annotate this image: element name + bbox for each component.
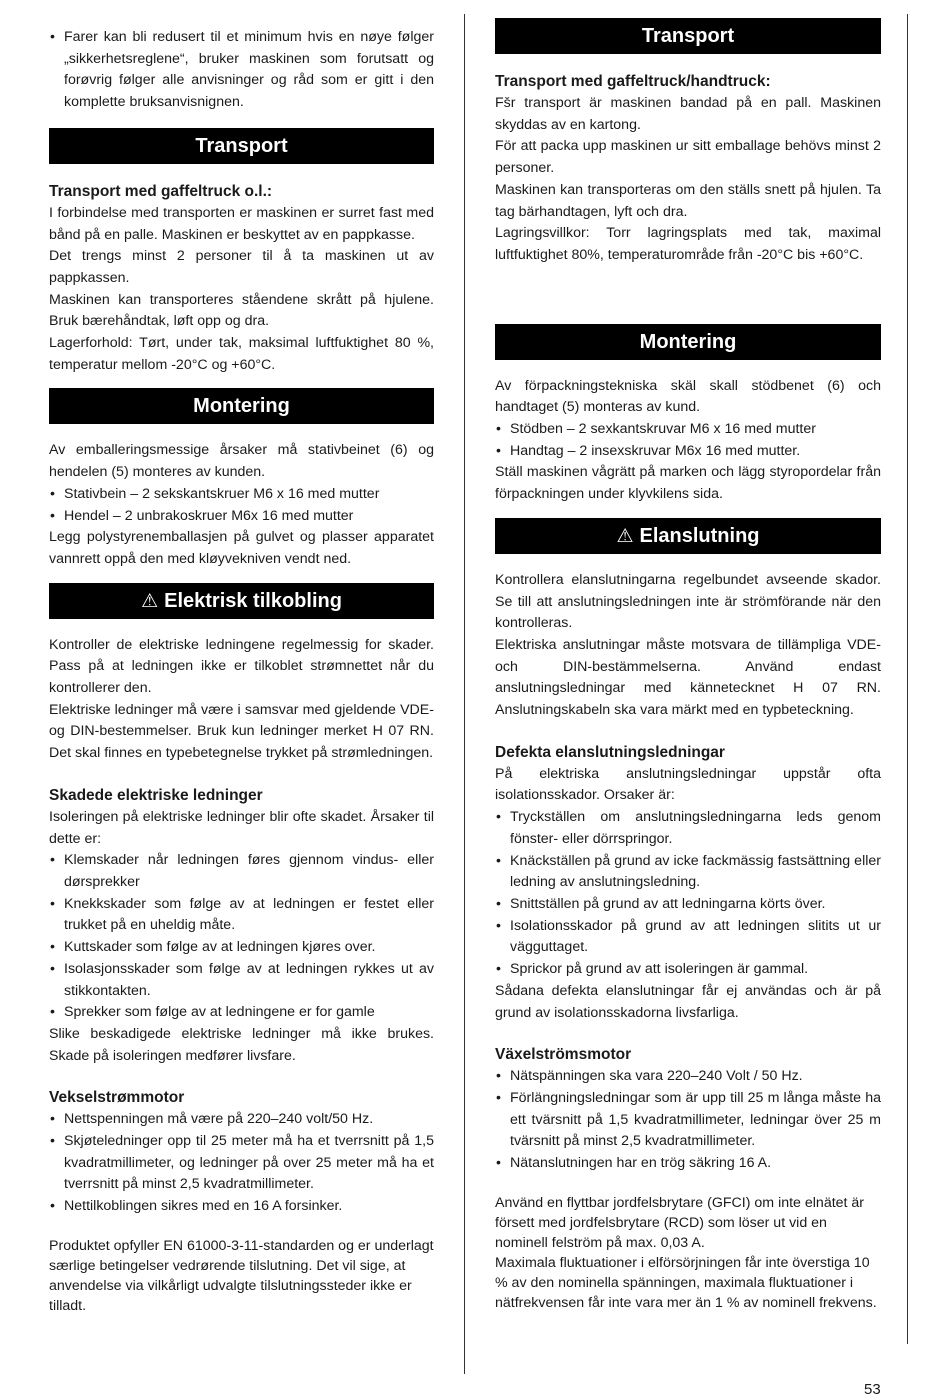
paragraph: Elektriska anslutningar måste motsvara de tillämpliga VDE- och DIN-bestämmelserna. Använd endast anslutningsledningar med kännetecknet H 07 RN. Anslutningskabeln ska vara märkt med en typbeteckning. [495,636,881,719]
list-item: • Stödben – 2 sexkantskruvar M6 x 16 med mutter [495,419,881,441]
section-heading-label: Elektrisk tilkobling [164,589,342,612]
paragraph: Sådana defekta elanslutningar får ej användas och är på grund av isolationsskadorna livsfarliga. [495,982,881,1021]
paragraph: Kontroller de elektriske ledningene regelmessig for skader. Pass på at ledningen ikke er tilkoblet strømnettet når du kontrollerer den. [49,636,434,697]
list-item: • Nätanslutningen har en trög säkring 16 A. [495,1153,881,1175]
subheading-motor: Vekselstrømmotor [49,1089,185,1107]
section-heading-transport: Transport [495,18,881,54]
paragraph: Lagerforhold: Tørt, under tak, maksimal luftfuktighet 80 %, temperatur mellom -20°C og +60°C. [49,335,434,373]
page-edge-rule [907,14,908,1344]
list-item: • Klemskader når ledningen føres gjennom vindus- eller dørsprekker [49,850,434,893]
list-item: • Tryckställen om anslutningsledningarna leds genom fönster- eller dörrspringor. [495,807,881,850]
warning-icon: ⚠ [141,590,159,612]
paragraph: Av emballeringsmessige årsaker må stativbeinet (6) og hendelen (5) monteres av kunden. [49,442,434,481]
left-column [49,18,434,1316]
list-item: • Knekkskader som følge av at ledningen er festet eller trukket på en uheldig måte. [49,894,434,937]
paragraph: I forbindelse med transporten er maskinen er surret fast med bånd på en palle. Maskinen er beskyttet av en pappkasse. [49,204,434,243]
list-item: • Förlängningsledningar som är upp till 25 m långa måste ha ett tvärsnitt på 1,5 kvadratmillimeter, ledningar över 25 m tvärsnitt på minst 2,5 kvadratmillimeter. [495,1088,881,1153]
paragraph: För att packa upp maskinen ur sitt emballage behövs minst 2 personer. [495,138,881,177]
list-item: • Knäckställen på grund av icke fackmässig fastsättning eller ledning av anslutningsledning. [495,851,881,894]
paragraph: Lagringsvillkor: Torr lagringsplats med tak, maximal luftfuktighet 80%, temperaturområde från -20°C bis +60°C. [495,225,881,263]
list-item: • Nettilkoblingen sikres med en 16 A forsinker. [49,1196,434,1218]
subheading-defekta: Defekta elanslutningsledningar [495,743,725,761]
section-heading-elanslutning [495,518,881,554]
column-divider [464,14,465,1374]
list-item: • Isolasjonsskader som følge av at ledningen rykkes ut av stikkontakten. [49,959,434,1002]
subheading-skadede: Skadede elektriske ledninger [49,786,263,804]
paragraph: Produktet opfyller EN 61000-3-11-standarden og er underlagt særlige betingelser vedrørende tilslutning. Det vil sige, at anvendelse via vilkårligt udvalgte tilslutningssteder ikke er tilladt. [49,1237,434,1314]
paragraph: Legg polystyrenemballasjen på gulvet og plasser apparatet vannrett oppå den med kløyvekniven vendt ned. [49,529,434,567]
subheading-transport: Transport med gaffeltruck/handtruck: [495,73,771,90]
warning-icon: ⚠ [616,525,634,547]
section-heading-transport: Transport [49,128,434,164]
list-item: • Nettspenningen må være på 220–240 volt/50 Hz. [49,1109,434,1131]
subheading-motor: Växelströmsmotor [495,1046,632,1064]
list-item: • Sprickor på grund av att isoleringen är gammal. [495,959,881,981]
list-item: • Isolationsskador på grund av att ledningen slitits ut ur vägguttaget. [495,916,881,959]
list-item: • Stativbein – 2 sekskantskruer M6 x 16 med mutter [49,484,434,506]
paragraph: Kontrollera elanslutningarna regelbundet avseende skador. Se till att anslutningsledningen inte är strömförande när den kontrolleras. [495,571,881,632]
right-column [495,18,881,1313]
paragraph: Isoleringen på elektriske ledninger blir ofte skadet. Årsaker til dette er: [49,808,434,847]
paragraph: Av förpackningstekniska skäl skall stödbenet (6) och handtaget (5) monteras av kund. [495,377,881,416]
list-item: • Skjøteledninger opp til 25 meter må ha et tverrsnitt på 1,5 kvadratmillimeter, og ledninger på over 25 meter må ha et tverrsnitt på minst 2,5 kvadratmillimeter. [49,1131,434,1196]
paragraph: Maximala fluktuationer i elförsörjningen får inte överstiga 10 % av den nominella spänningen, maximala fluktuationer i nätfrekvensen får inte vara mer än 1 % av nominell frekvens. [495,1254,877,1311]
paragraph: Det trengs minst 2 personer til å ta maskinen ut av pappkassen. [49,248,434,286]
list-item: • Sprekker som følge av at ledningene er for gamle [49,1002,434,1024]
paragraph: På elektriska anslutningsledningar uppstår ofta isolationsskador. Orsaker är: [495,765,881,804]
paragraph: Maskinen kan transporteres ståendene skrått på hjulene. Bruk bærehåndtak, løft opp og dra. [49,291,434,330]
list-item: • Snittställen på grund av att ledningarna körts över. [495,894,881,916]
paragraph: Ställ maskinen vågrätt på marken och lägg styropordelar från förpackningen under klyvkilens sida. [495,464,881,503]
subheading-transport: Transport med gaffeltruck o.l.: [49,182,273,200]
section-heading-elektrisk [49,583,434,619]
paragraph: Maskinen kan transporteras om den ställs snett på hjulen. Ta tag bärhandtagen, lyft och dra. [495,181,881,220]
list-item: • Kuttskader som følge av at ledningen kjøres over. [49,937,434,959]
paragraph: Använd en flyttbar jordfelsbrytare (GFCI) om inte elnätet är försett med jordfelsbrytare (RCD) som löser ut vid en nominell felström på max. 0,03 A. [495,1194,865,1251]
section-heading-label: Elanslutning [639,524,760,547]
paragraph: Elektriske ledninger må være i samsvar med gjeldende VDE- og DIN-bestemmelser. Bruk kun ledninger merket H 07 RN. Det skal finnes en typebetegnelse trykket på strømledningen. [49,701,434,762]
section-heading-montering: Montering [495,324,881,360]
section-heading-montering: Montering [49,388,434,424]
list-item: • Nätspänningen ska vara 220–240 Volt / 50 Hz. [495,1066,881,1088]
page-number: 53 [864,1381,881,1398]
paragraph: Slike beskadigede elektriske ledninger må ikke brukes. Skade på isoleringen medfører livsfare. [49,1025,434,1064]
list-item: • Handtag – 2 insexskruvar M6x 16 med mutter. [495,441,881,463]
intro-bullet: • Farer kan bli redusert til et minimum hvis en nøye følger „sikkerhetsreglene“, bruker maskinen som forutsatt og forøvrig følger alle anvisninger og råd som er gitt i den komplette bruksanvisnignen. [49,27,434,114]
list-item: • Hendel – 2 unbrakoskruer M6x 16 med mutter [49,506,434,528]
paragraph: Fšr transport är maskinen bandad på en pall. Maskinen skyddas av en kartong. [495,95,881,133]
